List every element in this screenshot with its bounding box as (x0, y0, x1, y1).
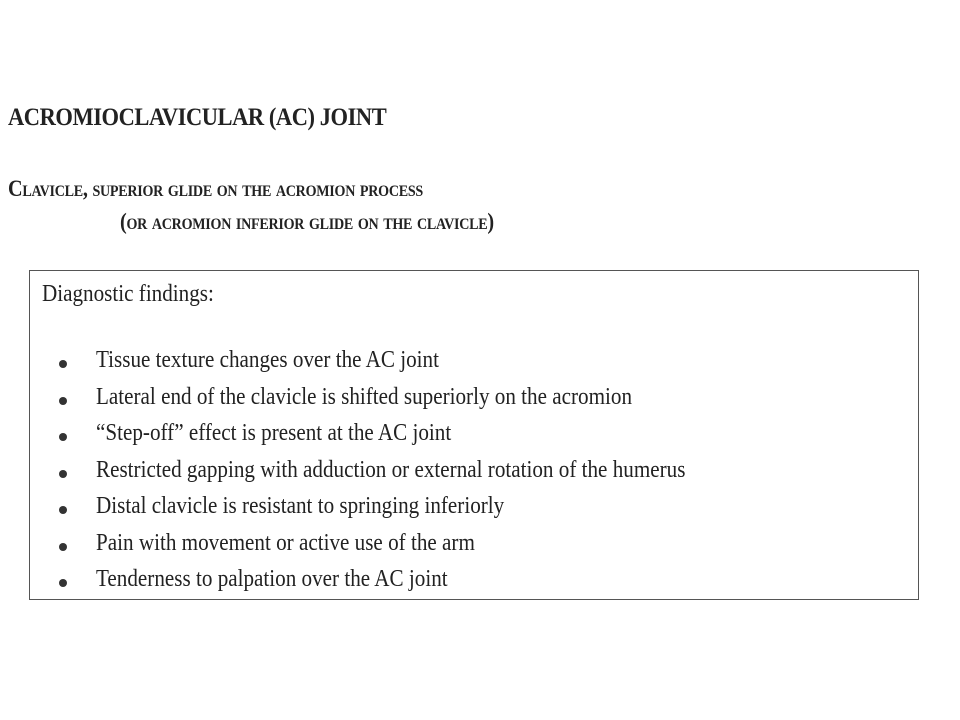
bullet-icon (59, 433, 67, 441)
bullet-icon (59, 360, 67, 368)
technique-title-line-2: (or acromion inferior glide on the clavicle) (120, 209, 494, 234)
bullet-icon (59, 470, 67, 478)
finding-text: Pain with movement or active use of the arm (96, 529, 475, 556)
finding-text: Distal clavicle is resistant to springing inferiorly (96, 493, 505, 519)
bullet-icon (59, 506, 67, 514)
bullet-icon (59, 397, 67, 405)
bullet-icon (59, 579, 67, 587)
finding-text: Tissue texture changes over the AC joint (96, 347, 439, 373)
finding-text: Lateral end of the clavicle is shifted superiorly on the acromion (96, 383, 633, 410)
finding-text: Restricted gapping with adduction or external rotation of the humerus (96, 456, 686, 483)
diagnostic-findings-box (29, 270, 919, 600)
technique-title-line-1: Clavicle, superior glide on the acromion process (8, 176, 423, 201)
findings-title: Diagnostic findings: (42, 281, 214, 307)
bullet-icon (59, 543, 67, 551)
finding-text: Tenderness to palpation over the AC joint (96, 566, 448, 592)
section-heading: ACROMIOCLAVICULAR (AC) JOINT (8, 104, 387, 131)
finding-text: “Step-off” effect is present at the AC joint (96, 420, 452, 446)
